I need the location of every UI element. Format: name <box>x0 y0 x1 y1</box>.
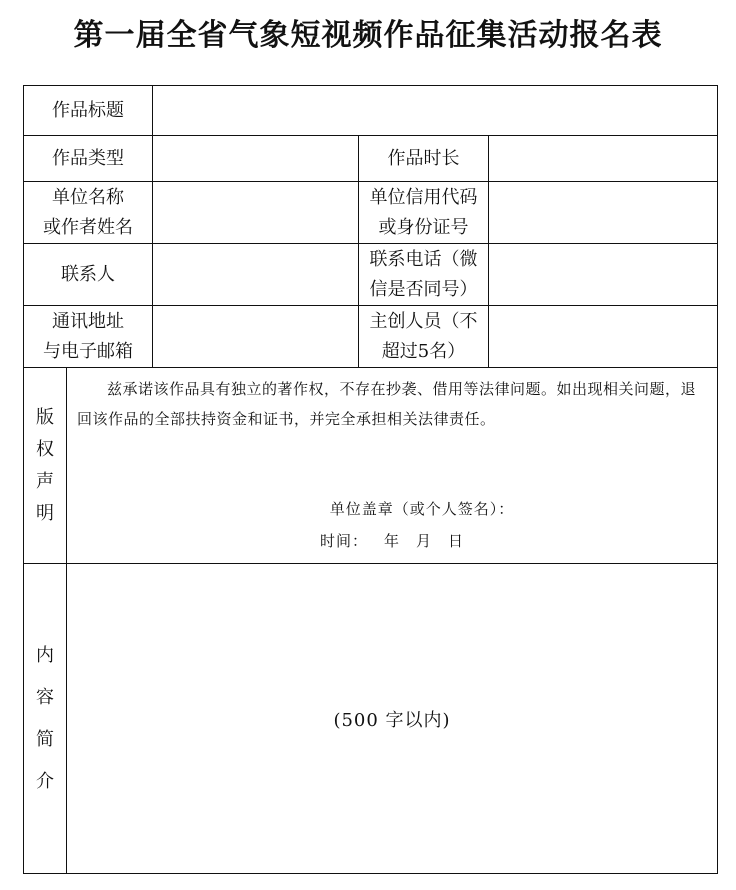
signature-label: 单位盖章（或个人签名）： <box>329 500 515 518</box>
creators-label: 主创人员（不 超过5名） <box>359 306 489 368</box>
work-title-field[interactable] <box>153 86 718 136</box>
row-unit-name <box>24 182 718 244</box>
date-label: 时间： <box>319 532 368 550</box>
work-type-field[interactable] <box>153 136 359 182</box>
intro-side-label: 内 容 简 介 <box>24 564 67 874</box>
contact-label: 联系人 <box>24 244 153 306</box>
address-field[interactable] <box>153 306 359 368</box>
work-title-label: 作品标题 <box>24 86 153 136</box>
row-address <box>24 306 718 368</box>
address-label: 通讯地址 与电子邮箱 <box>24 306 153 368</box>
declaration-text: 兹承诺该作品具有独立的著作权，不存在抄袭、借用等法律问题。如出现相关问题，退回该作品的全部扶持资金和证书，并完全承担相关法律责任。 <box>77 380 697 428</box>
unit-name-label: 单位名称 或作者姓名 <box>24 182 153 244</box>
row-content-intro <box>24 564 718 874</box>
contact-field[interactable] <box>153 244 359 306</box>
form-title: 第一届全省气象短视频作品征集活动报名表 <box>73 18 663 53</box>
creators-field[interactable] <box>489 306 718 368</box>
month-label: 月 <box>416 532 433 550</box>
credit-code-label: 单位信用代码 或身份证号 <box>359 182 489 244</box>
phone-label: 联系电话（微 信是否同号） <box>359 244 489 306</box>
day-label: 日 <box>448 532 465 550</box>
intro-field[interactable] <box>67 564 718 874</box>
work-type-label: 作品类型 <box>24 136 153 182</box>
row-contact <box>24 244 718 306</box>
row-work-type <box>24 136 718 182</box>
date-line <box>67 530 717 551</box>
phone-field[interactable] <box>489 244 718 306</box>
intro-placeholder: (500 字以内) <box>333 709 451 731</box>
year-label: 年 <box>383 532 400 550</box>
duration-field[interactable] <box>489 136 718 182</box>
row-work-title <box>24 86 718 136</box>
declaration-cell <box>67 368 718 564</box>
unit-name-field[interactable] <box>153 182 359 244</box>
credit-code-field[interactable] <box>489 182 718 244</box>
registration-form-table <box>23 85 718 874</box>
duration-label: 作品时长 <box>359 136 489 182</box>
copyright-side-label: 版 权 声 明 <box>24 368 67 564</box>
row-copyright-declaration <box>24 368 718 564</box>
